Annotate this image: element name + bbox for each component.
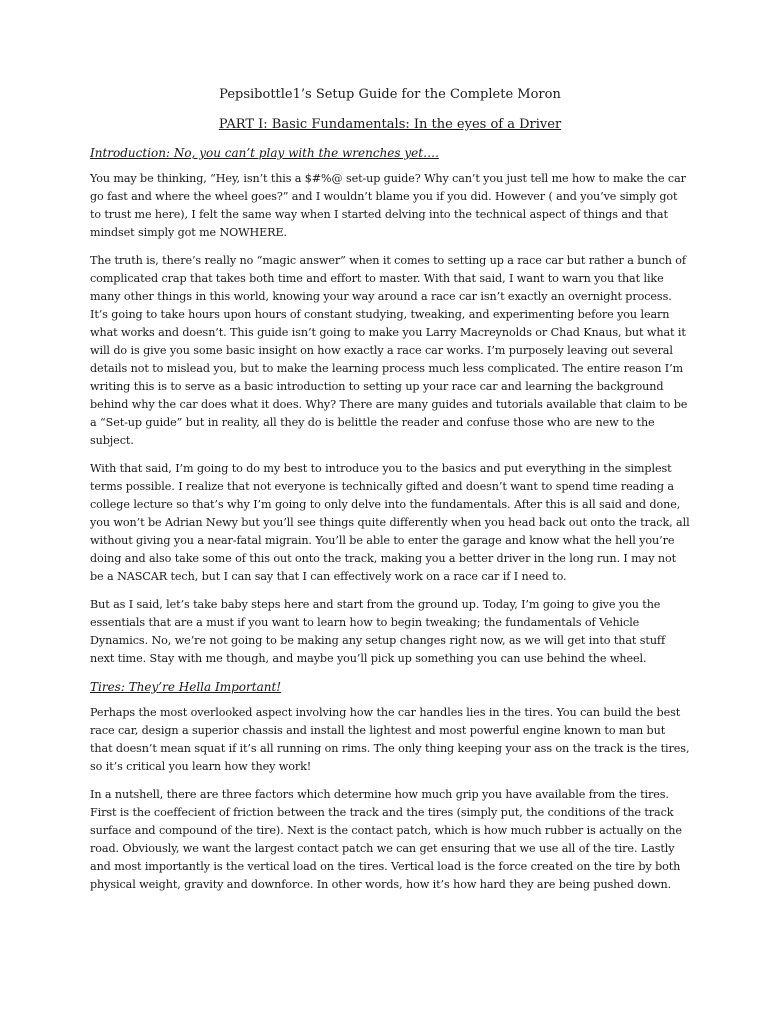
document-title: Pepsibottle1’s Setup Guide for the Complete Moron [219,87,561,102]
paragraph: The truth is, there’s really no “magic answer” when it comes to setting up a race car but rather a bunch of complicated crap that takes both time and effort to master. With that said, I want to warn you that like many other things in this world, knowing your way around a race car isn’t exactly an overnight process. It’s going to take hours upon hours of constant studying, tweaking, and experimenting before you learn what works and doesn’t. This guide isn’t going to make you Larry Macreynolds or Chad Knaus, but what it will do is give you some basic insight on how exactly a race car works. I’m purposely leaving out several details not to mislead you, but to make the learning process much less complicated. The entire reason I’m writing this is to serve as a basic introduction to setting up your race car and learning the background behind why the car does what it does. Why? There are many guides and tutorials available that claim to be a “Set-up guide” but in reality, all they do is belittle the reader and confuse those who are new to the subject. [90,254,688,447]
paragraph: You may be thinking, “Hey, isn’t this a $#%@ set-up guide? Why can’t you just tell me how to make the car go fast and where the wheel goes?” and I wouldn’t blame you if you did. However ( and you’ve simply got to trust me here), I felt the same way when I started delving into the technical aspect of things and that mindset simply got me NOWHERE. [90,172,686,239]
section-heading-introduction: Introduction: No, you can’t play with the wrenches yet…. [90,146,439,160]
part-heading: PART I: Basic Fundamentals: In the eyes of a Driver [218,117,562,132]
section-heading-tires: Tires: They’re Hella Important! [90,680,282,694]
paragraph: In a nutshell, there are three factors which determine how much grip you have available from the tires. First is the coeffecient of friction between the track and the tires (simply put, the conditions of the track surface and compound of the tire). Next is the contact patch, which is how much rubber is actually on the road. Obviously, we want the largest contact patch we can get ensuring that we use all of the tire. Lastly and most importantly is the vertical load on the tires. Vertical load is the force created on the tire by both physical weight, gravity and downforce. In other words, how it’s how hard they are being pushed down. [90,788,682,891]
paragraph: With that said, I’m going to do my best to introduce you to the basics and put everything in the simplest terms possible. I realize that not everyone is technically gifted and doesn’t want to spend time reading a college lecture so that’s why I’m going to only delve into the fundamentals. After this is all said and done, you won’t be Adrian Newy but you’ll see things quite differently when you head back out onto the track, all without giving you a near-fatal migrain. You’ll be able to enter the garage and know what the hell you’re doing and also take some of this out onto the track, making you a better driver in the long run. I may not be a NASCAR tech, but I can say that I can effectively work on a race car if I need to. [90,462,690,583]
paragraph: Perhaps the most overlooked aspect involving how the car handles lies in the tires. You can build the best race car, design a superior chassis and install the lightest and most powerful engine known to man but that doesn’t mean squat if it’s all running on rims. The only thing keeping your ass on the track is the tires, so it’s critical you learn how they work! [90,706,690,773]
document-page [90,86,690,904]
paragraph: But as I said, let’s take baby steps here and start from the ground up. Today, I’m going to give you the essentials that are a must if you want to learn how to begin tweaking; the fundamentals of Vehicle Dynamics. No, we’re not going to be making any setup changes right now, as we will get into that stuff next time. Stay with me though, and maybe you’ll pick up something you can use behind the wheel. [90,598,666,665]
